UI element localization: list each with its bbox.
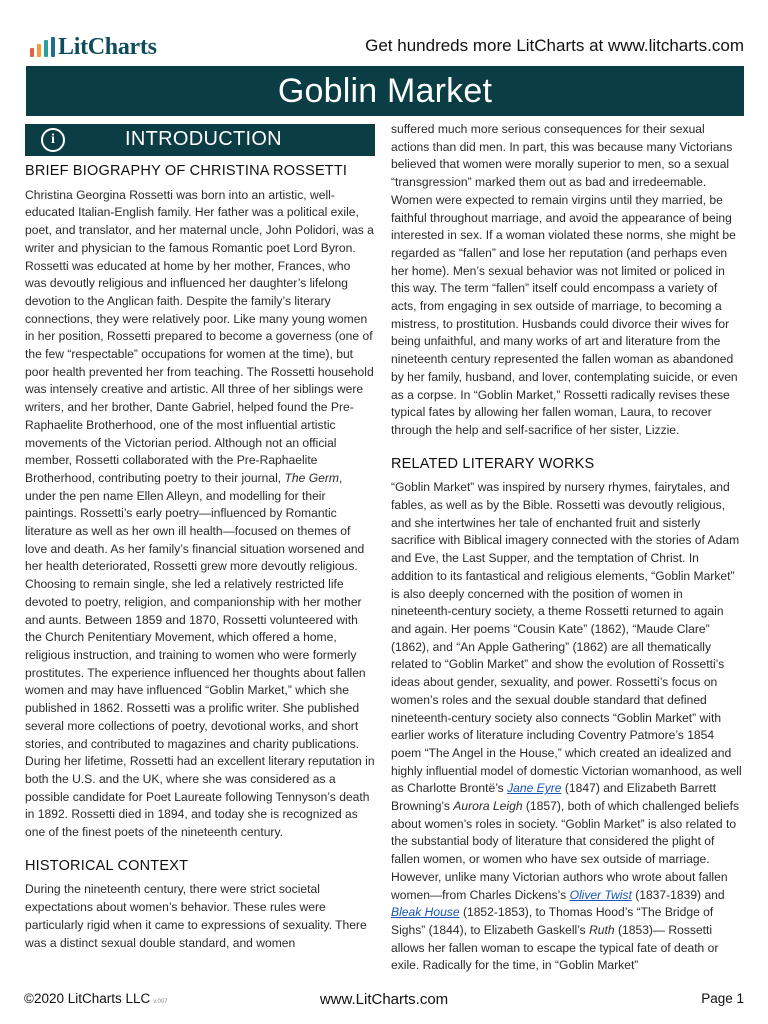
related-text-4: (1837-1839) and xyxy=(631,887,725,902)
biography-text-1: Christina Georgina Rossetti was born into an artistic, well-educated Italian-English family. Her father was a political exile, poet, and translator, and her maternal uncle, John Polidori, was a writer and physician to the famous Romantic poet Lord Byron. Rossetti was educated at home by her mother, Frances, who was devoutly religious and influenced her daughter’s lifelong devotion to the Anglican faith. Despite the family’s literary connections, they were relatively poor. Like many young women in her position, Rossetti prepared to become a governess (one of the few “respectable” occupations for women at the time), but poor health prevented her from teaching. The Rossetti household was intensely creative and artistic. All three of her siblings were writers, and her brother, Dante Gabriel, helped found the Pre-Raphaelite Brotherhood, one of the most influential artistic movements of the Victorian period. Although not an official member, Rossetti collaborated with the Pre-Raphaelite Brotherhood, contributing poetry to their journal, xyxy=(25,187,374,485)
page-title: Goblin Market xyxy=(277,71,493,110)
historical-context-heading: HISTORICAL CONTEXT xyxy=(25,857,189,874)
bleak-house-link[interactable]: Bleak House xyxy=(391,905,460,920)
brand-name: LitCharts xyxy=(58,34,157,60)
promo-text[interactable]: Get hundreds more LitCharts at www.litcharts.com xyxy=(365,36,744,55)
logo-bars-icon xyxy=(28,37,56,59)
version-label: v.007 xyxy=(153,999,168,1005)
related-works-paragraph xyxy=(391,479,743,975)
info-icon: i xyxy=(41,128,65,152)
related-text-6: (1853)— Rossetti allows her fallen woman to escape the typical fate of death or exile. Radically for the time, in “Goblin Market” xyxy=(391,922,719,973)
litcharts-logo[interactable] xyxy=(28,34,157,61)
copyright-text: ©2020 LitCharts LLC xyxy=(24,991,151,1006)
biography-heading: BRIEF BIOGRAPHY OF CHRISTINA ROSSETTI xyxy=(25,163,348,179)
left-column xyxy=(25,124,375,952)
introduction-header xyxy=(25,124,375,156)
title-banner xyxy=(26,66,744,116)
biography-paragraph xyxy=(25,187,375,842)
related-text-5: (1852-1853), to Thomas Hood’s “The Bridge of Sighs” (1844), to Elizabeth Gaskell’s xyxy=(391,905,714,937)
oliver-twist-link[interactable]: Oliver Twist xyxy=(569,887,632,902)
related-text-2: (1847) and Elizabeth Barrett Browning’s xyxy=(391,781,717,814)
related-works-heading: RELATED LITERARY WORKS xyxy=(391,455,595,472)
related-text-1: “Goblin Market” was inspired by nursery rhymes, fairytales, and fables, as well as by the Bible. Rossetti was devoutly religious, and she intertwines her tale of enchanted fruit and sisterly sacrifice with Biblical imagery connected with the stories of Adam and Eve, the Last Supper, and the temptation of Christ. In addition to its fantastical and religious elements, “Goblin Market” is also deeply concerned with the position of women in nineteenth-century society, a theme Rossetti returned to again and again. Her poems “Cousin Kate” (1862), “Maude Clare” (1862), and “An Apple Gathering” (1862) are all thematically related to “Goblin Market” and show the evolution of Rossetti’s ideas about gender, sexuality, and power. Rossetti’s focus on women’s roles and the sexual double standard that defined nineteenth-century society also connects “Goblin Market” with earlier works of literature including Coventry Patmore’s 1854 poem “The Angel in the House,” which created an idealized and highly influential model of domestic Victorian womanhood, as well as Charlotte Brontë’s xyxy=(391,480,742,796)
historical-context-paragraph: During the nineteenth century, there were strict societal expectations about women’s behavior. These rules were particularly rigid when it came to expressions of sexuality. There was a distinct sexual double standard, and women xyxy=(25,882,367,950)
introduction-title: INTRODUCTION xyxy=(125,128,282,151)
historical-context-continued: suffered much more serious consequences for their sexual actions than did men. In part, this was because many Victorians believed that women were morally superior to men, so a sexual “transgression” marked them out as bad and irredeemable. Women were expected to remain virgins until they married, be faithful throughout marriage, and avoid the appearance of being interested in sex. If a woman violated these norms, she might be regarded as “fallen” and lose her reputation (and perhaps even her home). Men’s sexual behavior was not limited or policed in this way. The term “fallen” itself could encompass a variety of acts, from engaging in sex outside of marriage, to becoming a mistress, to prostitution. Husbands could divorce their wives for being unfaithful, and many works of art and literature from the nineteenth century represented the fallen woman as abandoned by her family, husband, and lover, contemplating suicide, or even as a corpse. In “Goblin Market,” Rossetti radically revises these typical fates by allowing her fallen woman, Laura, to recover through the help and self-sacrifice of her sister, Lizzie. xyxy=(391,122,738,437)
the-germ-title: The Germ xyxy=(284,470,339,485)
jane-eyre-link[interactable]: Jane Eyre xyxy=(507,781,562,796)
right-column xyxy=(391,121,743,975)
top-bar xyxy=(28,34,744,62)
ruth-title: Ruth xyxy=(589,922,615,937)
related-text-3: (1857), both of which challenged beliefs about women’s roles in society. “Goblin Market” is also related to the substantial body of literature that considered the plight of fallen women, or women who have sex outside of marriage. However, unlike many Victorian authors who wrote about fallen women—from Charles Dickens’s xyxy=(391,799,740,902)
biography-text-2: , under the pen name Ellen Alleyn, and modelling for their paintings. Rossetti’s early poetry—influenced by Romantic literature as well as her own ill health—focused on themes of love and death. As her family’s financial situation worsened and her health deteriorated, Rossetti grew more devoutly religious. Choosing to remain single, she led a relatively restricted life devoted to poetry, religion, and companionship with her mother and aunts. Between 1859 and 1870, Rossetti volunteered with the Church Penitentiary Movement, which offered a home, religious instruction, and training to women who were formerly prostitutes. The experience influenced her thoughts about fallen women and may have influenced “Goblin Market,” which she published in 1862. Rossetti was a prolific writer. She published several more collections of poetry, devotional works, and short stories, and contributed to magazines and charity publications. During her lifetime, Rossetti had an excellent literary reputation in both the U.S. and the UK, where she was considered as a possible candidate for Poet Laureate following Tennyson’s death in 1892. Rossetti died in 1894, and today she is recognized as one of the finest poets of the nineteenth century. xyxy=(25,470,375,840)
page-footer xyxy=(24,991,744,1011)
footer-site-link[interactable]: www.LitCharts.com xyxy=(319,991,449,1008)
page-number: Page 1 xyxy=(701,991,744,1006)
aurora-leigh-title: Aurora Leigh xyxy=(453,799,523,814)
